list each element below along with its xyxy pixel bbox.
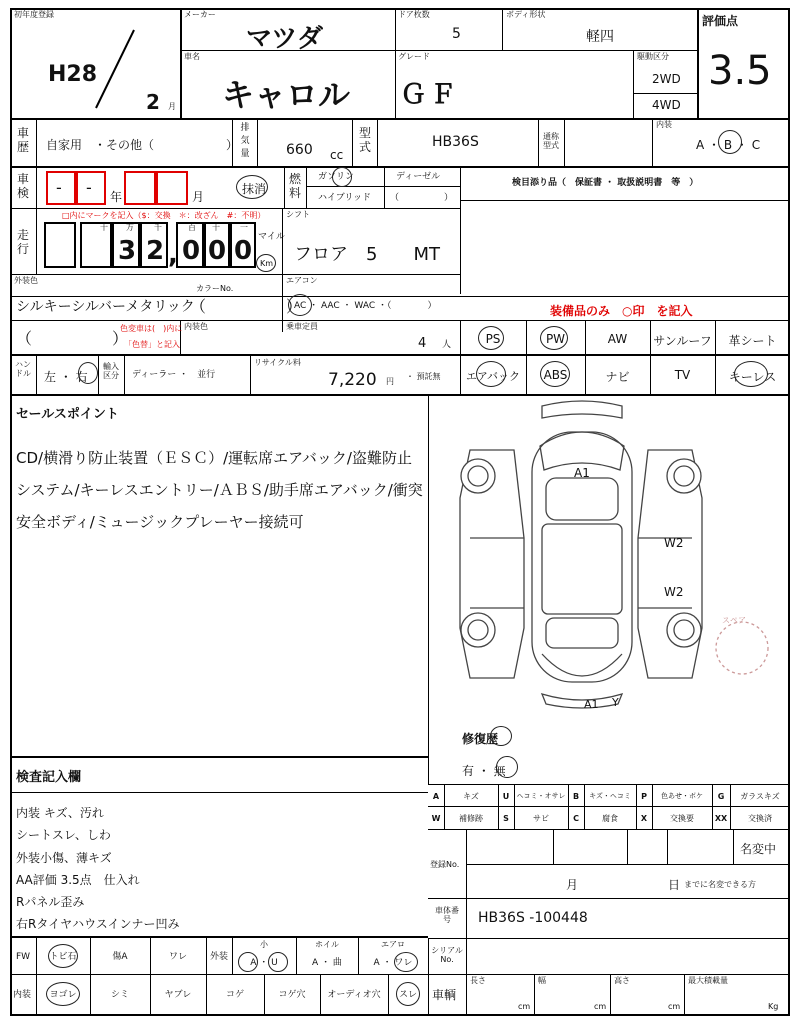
shift-value: フロア 5 MT [294, 244, 440, 265]
mileage-mile: マイル [258, 232, 285, 242]
damage-mark-a1-roof: A1 [574, 466, 590, 480]
interior-color-label: 内装色 [184, 322, 208, 331]
car-top-rear [542, 654, 622, 676]
vin-value: HB36S -100448 [478, 910, 588, 926]
interior-grades: A ・ B ・ C [696, 138, 761, 152]
aero-label: エアロ [381, 940, 405, 949]
registration-month: 2 [146, 90, 160, 114]
car-damage-diagram [430, 398, 788, 718]
legend-u-code: U [502, 792, 510, 801]
registration-month-unit: 月 [566, 878, 579, 892]
equipment-airbag-circle [476, 361, 506, 387]
damage-mark-w2-lower: W2 [664, 585, 684, 599]
drive-label: 駆動区分 [637, 52, 669, 61]
repair-history-circle [490, 726, 512, 746]
grade-value: ＧＦ [400, 80, 461, 110]
equipment-note: 装備品のみ ○印 を記入 [550, 304, 693, 318]
color-change-note-1: 色変車は( )内に [120, 324, 183, 333]
exterior-color-value: シルキーシルバーメタリック [16, 299, 195, 315]
fw-scratch: 傷A [112, 952, 128, 962]
registration-day-unit: 日 [668, 878, 681, 892]
damage-mark-w2-upper: W2 [664, 536, 684, 550]
height-unit: cm [668, 1002, 681, 1011]
repair-history-title: 修復歴 [462, 732, 499, 746]
car-name-label: 車名 [184, 52, 200, 61]
legend-p-code: P [641, 792, 647, 801]
legend-c-code: C [573, 814, 579, 823]
accessories-label: 検目添り品（ 保証書 ・ 取扱説明書 等 ） [512, 178, 699, 188]
capacity-label: 乗車定員 [286, 322, 318, 331]
width-label: 幅 [538, 976, 546, 985]
mileage-digit-6: 0 [234, 236, 253, 266]
legend-b-text: キズ・ヘコミ [589, 792, 631, 800]
repair-none-circle [496, 756, 518, 778]
aero-crack-circle [394, 952, 418, 972]
inspection-box-3 [124, 171, 156, 205]
inspection-note-2: シートスレ、しわ [16, 828, 111, 842]
equipment-pw-circle [540, 326, 568, 350]
mileage-digit-4: 0 [182, 236, 201, 266]
inspection-dash-2: - [86, 178, 92, 197]
interior-bottom-label: 内装 [13, 990, 32, 1000]
equipment-aw: AW [607, 332, 628, 346]
length-label: 長さ [470, 976, 486, 985]
inspection-month-unit: 月 [192, 190, 205, 204]
equipment-pw: PW [545, 332, 566, 346]
recycle-value: 7,220 [328, 370, 377, 390]
recycle-unit: 円 [386, 377, 394, 386]
equipment-leather-seat: 革シート [728, 334, 777, 348]
mileage-unit-hyaku: 百 [188, 223, 196, 232]
legend-w-text: 補修跡 [459, 814, 483, 823]
legend-a-code: A [432, 792, 440, 801]
legend-x-code: X [640, 814, 648, 823]
inspection-year-unit: 年 [110, 190, 123, 204]
inspection-none-circle [236, 175, 268, 199]
fuel-hybrid: ハイブリッド [318, 193, 372, 203]
inspection-note-6: 右Rタイヤハウスインナー凹み [16, 917, 180, 931]
doors-label: ドア枚数 [398, 10, 430, 19]
import-value: ディーラー ・ 並行 [132, 370, 216, 380]
mileage-km: Km [260, 259, 274, 268]
legend-xx-text: 交換済 [748, 814, 772, 823]
import-label: 輸入区分 [103, 362, 119, 380]
color-no-paren: （ ） [190, 297, 303, 316]
mileage-separator: , [168, 240, 178, 270]
inspection-note-3: 外装小傷、薄キズ [16, 851, 112, 865]
interior-tear: ヤブレ [164, 990, 192, 1000]
fuel-other: （ ） [390, 193, 454, 203]
interior-wear-circle [396, 982, 420, 1006]
legend-xx-code: XX [714, 814, 728, 823]
registration-no-label: 登録No. [430, 860, 460, 869]
equipment-keyless-circle [734, 361, 768, 387]
fw-chip-circle [48, 944, 78, 968]
legend-w-code: W [431, 814, 441, 823]
recycle-label: リサイクル料 [254, 358, 301, 367]
sales-points-text: CD/横滑り防止装置（ＥＳＣ）/運転席エアバック/盗難防止システム/キーレスエントリー/ＡＢＳ/助手席エアバック/衝突安全ボディ/ミュージックプレーヤー接続可 [16, 449, 423, 531]
max-load-unit: Kg [768, 1002, 779, 1011]
color-change-note-2: 「色替」と記入 [124, 340, 180, 349]
legend-p-text: 色あせ・ボケ [661, 792, 703, 800]
interior-b-circle [718, 130, 742, 154]
car-top-windshield [546, 478, 618, 520]
fw-crack: ワレ [168, 952, 187, 962]
height-label: 高さ [614, 976, 630, 985]
capacity-value: 4 [418, 336, 427, 351]
body-type-value: 軽四 [586, 29, 614, 45]
left-rear-wheel [461, 613, 495, 647]
wheel-options: A ・ 曲 [312, 958, 342, 968]
handle-right-circle [78, 362, 98, 384]
legend-s-text: サビ [533, 814, 549, 823]
car-top-rear-window [546, 618, 618, 648]
equipment-keyless: キーレス [728, 370, 777, 384]
inspection-notes-title: 検査記入欄 [16, 770, 82, 785]
damage-mark-a1-rear: A1 [584, 698, 599, 711]
dims-label: 車輌 [432, 988, 457, 1002]
mileage-digit-box-0 [44, 222, 76, 268]
length-unit: cm [518, 1002, 531, 1011]
registration-deadline: までに名変できる方 [684, 880, 756, 889]
legend-x-text: 交換要 [670, 814, 694, 823]
car-top-hood [540, 432, 624, 470]
interior-label: 内装 [656, 120, 672, 129]
grade-score-value: 3.5 [708, 48, 772, 94]
inspection-label: 車検 [16, 172, 29, 200]
mileage-digit-3: 2 [146, 236, 165, 266]
small-label: 小 [260, 940, 268, 949]
mileage-digit-2: 3 [118, 236, 137, 266]
drive-2wd: 2WD [652, 72, 681, 86]
mileage-unit-man: 万 [126, 223, 134, 232]
inspection-note-1: 内装 キズ、汚れ [16, 806, 104, 820]
registration-month-unit: 月 [168, 102, 176, 111]
interior-wear: スレ [398, 990, 417, 1000]
fuel-gasoline-circle [332, 167, 352, 187]
handle-value: 左 ・ 右 [44, 370, 88, 384]
registration-slash [90, 24, 140, 114]
exterior-label-bottom: 外装 [209, 952, 228, 962]
legend-a-text: キズ [463, 792, 479, 801]
equipment-tv: TV [674, 368, 691, 382]
displacement-value: 660 [286, 142, 313, 158]
maker-value: マツダ [246, 24, 323, 54]
max-load-label: 最大積載量 [688, 976, 728, 985]
interior-burn: コゲ [225, 990, 244, 1000]
history-label: 車歴 [16, 126, 29, 154]
car-top-roof [542, 524, 622, 614]
mileage-label: 走行 [16, 228, 29, 256]
mileage-km-circle [256, 254, 276, 272]
legend-s-code: S [503, 814, 509, 823]
small-a-circle [238, 952, 258, 972]
grade-label: グレード [398, 52, 430, 61]
mileage-note: □内にマークを記入（$：交換 ＊：改ざん #：不明） [62, 211, 266, 220]
first-registration-label: 初年度登録 [14, 10, 54, 19]
spare-label: スペア [722, 616, 746, 625]
inspection-dash-1: - [56, 178, 62, 197]
model-value: HB36S [432, 134, 479, 150]
legend-b-code: B [572, 792, 580, 801]
mileage-unit-ichi: 一 [240, 223, 248, 232]
fuel-diesel: ディーゼル [396, 172, 441, 182]
inspection-note-4: AA評価 3.5点 仕入れ [16, 873, 140, 887]
mileage-unit-sen: 千 [154, 223, 162, 232]
vin-label: 車体番号 [435, 906, 459, 924]
fuel-gasoline: ガソリン [318, 172, 355, 182]
width-unit: cm [594, 1002, 607, 1011]
interior-dirt: ヨゴレ [49, 990, 77, 1000]
shift-label: シフト [286, 210, 310, 219]
exterior-color-label: 外装色 [14, 276, 38, 285]
fuel-label: 燃料 [288, 172, 301, 200]
ac-options: AC ・ AAC ・ WAC ・（ ） [294, 301, 437, 311]
equipment-abs-circle [540, 361, 570, 387]
drive-4wd: 4WD [652, 98, 681, 112]
fw-chip: トビ石 [49, 952, 77, 962]
serial-label: シリアルNo. [431, 946, 463, 964]
right-rear-wheel [667, 613, 701, 647]
mileage-unit-ju: 十 [100, 223, 108, 232]
wheel-label: ホイル [315, 940, 339, 949]
grade-score-label: 評価点 [702, 14, 739, 28]
fw-label: FW [16, 952, 31, 962]
interior-burn-hole: コゲ穴 [278, 990, 306, 1000]
small-u-circle [268, 952, 288, 972]
equipment-sunroof: サンルーフ [653, 334, 712, 348]
spare-tire [716, 622, 768, 674]
history-value: 自家用 ・その他（ ） [46, 138, 239, 152]
doors-value: 5 [452, 26, 461, 42]
mileage-digit-5: 0 [208, 236, 227, 266]
displacement-label: 排気量 [240, 123, 250, 159]
inspection-note-5: Rパネル歪み [16, 895, 85, 909]
legend-g-text: ガラスキズ [740, 792, 780, 801]
equipment-airbag: エアバック [465, 370, 521, 383]
ac-circle [288, 294, 312, 316]
capacity-unit: 人 [442, 340, 452, 350]
color-no-label: カラーNo. [196, 284, 234, 293]
color-change-paren: （ ） [16, 329, 129, 348]
displacement-unit: cc [330, 148, 344, 162]
inspection-box-4 [156, 171, 188, 205]
interior-dirt-circle [46, 982, 80, 1006]
name-change-label: 名変中 [740, 842, 777, 856]
damage-mark-y-rear: Y [612, 696, 619, 709]
maker-label: メーカー [184, 10, 216, 19]
handle-label: ハンドル [15, 360, 31, 378]
inspection-none: 抹消 [242, 182, 267, 196]
equipment-navi: ナビ [605, 370, 630, 384]
legend-c-text: 腐食 [602, 814, 618, 823]
interior-stain: シミ [110, 990, 129, 1000]
right-front-wheel [667, 459, 701, 493]
equipment-abs: ABS [543, 368, 568, 382]
registration-year: H28 [48, 62, 98, 87]
small-options: A ・ U [250, 958, 278, 968]
car-name-value: キャロル [222, 76, 351, 114]
mileage-unit-ju2: 十 [212, 223, 220, 232]
body-type-label: ボディ形状 [506, 10, 546, 19]
sales-points-title: セールスポイント [16, 407, 119, 422]
repair-history-options: 有 ・ 無 [462, 764, 506, 778]
equipment-ps: PS [485, 332, 501, 346]
recycle-deposit: ・ 預託無 [406, 372, 441, 381]
interior-audio-hole: オーディオ穴 [327, 990, 381, 1000]
model-label: 型式 [358, 126, 371, 154]
legend-u-text: ヘコミ・オサレ [516, 792, 566, 800]
equipment-ps-circle [478, 326, 504, 350]
left-front-wheel [461, 459, 495, 493]
common-model-label: 通称型式 [543, 132, 559, 150]
ac-label: エアコン [286, 276, 318, 285]
legend-g-code: G [717, 792, 725, 801]
aero-options: A ・ ワレ [373, 958, 413, 968]
